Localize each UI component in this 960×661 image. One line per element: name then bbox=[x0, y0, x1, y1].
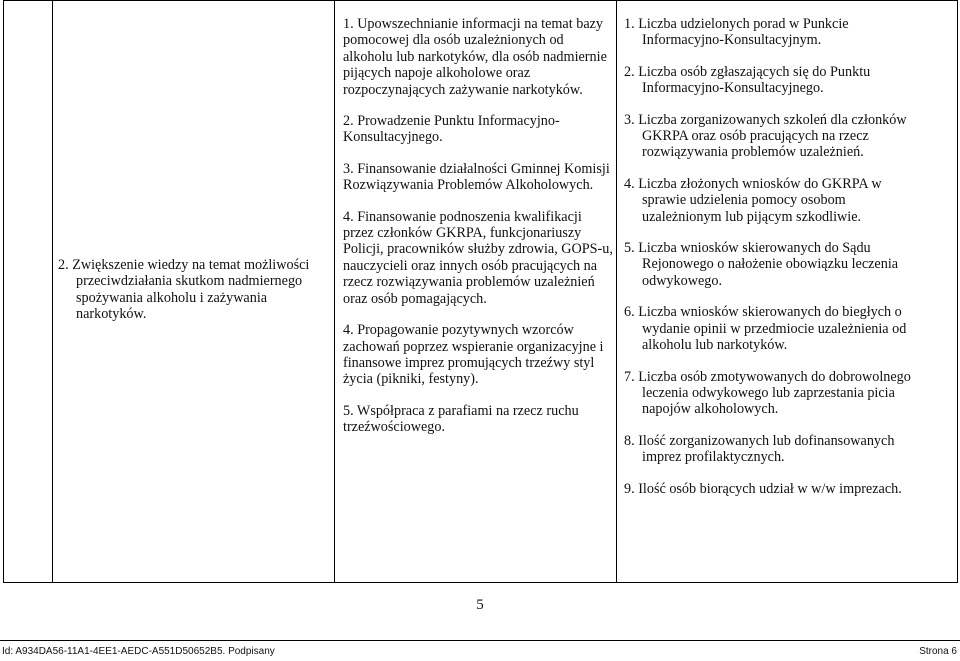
document-footer bbox=[0, 640, 960, 661]
task-item: 5. Współpraca z parafiami na rzecz ruchu trzeźwościowego. bbox=[343, 402, 579, 436]
task-item: 3. Finansowanie działalności Gminnej Komisji Rozwiązywania Problemów Alkoholowych. bbox=[343, 160, 610, 194]
indicator-item: 1. Liczba udzielonych porad w Punkcie Informacyjno-Konsultacyjnym. bbox=[624, 16, 849, 49]
indicator-item: 9. Ilość osób biorących udział w w/w imprezach. bbox=[624, 480, 902, 497]
page-number: 5 bbox=[476, 597, 484, 613]
indicator-item: 8. Ilość zorganizowanych lub dofinansowanych imprez profilaktycznych. bbox=[624, 432, 895, 466]
indicators-cell bbox=[624, 16, 924, 512]
indicator-item: 2. Liczba osób zgłaszających się do Punktu Informacyjno-Konsultacyjnego. bbox=[624, 63, 871, 97]
indicator-item: 6. Liczba wniosków skierowanych do biegłych o wydanie opinii w przedmiocie uzależnienia od alkoholu lub narkotyków. bbox=[624, 304, 907, 354]
page-indicator: Strona 6 bbox=[919, 646, 957, 657]
tasks-cell bbox=[343, 16, 613, 451]
document-id: Id: A934DA56-11A1-4EE1-AEDC-A551D50652B5. Podpisany bbox=[2, 646, 275, 657]
column-divider bbox=[334, 1, 335, 582]
indicator-item: 7. Liczba osób zmotywowanych do dobrowolnego leczenia odwykowego lub zaprzestania picia napojów alkoholowych. bbox=[624, 368, 911, 418]
task-item: 2. Prowadzenie Punktu Informacyjno-Konsultacyjnego. bbox=[343, 113, 560, 146]
column-divider bbox=[616, 1, 617, 582]
task-item: 1. Upowszechnianie informacji na temat bazy pomocowej dla osób uzależnionych od alkoholu lub narkotyków, dla osób nadmiernie pijących napoje alkoholowe oraz rozpoczynających zażywanie narkotyków. bbox=[343, 16, 607, 98]
task-item: 4. Propagowanie pozytywnych wzorców zachowań poprzez wspieranie organizacyjne i finansowe imprez promujących trzeźwy styl życia (pikniki, festyny). bbox=[343, 322, 604, 388]
indicator-item: 4. Liczba złożonych wniosków do GKRPA w sprawie udzielenia pomocy osobom uzależnionym lub pijącym szkodliwie. bbox=[624, 175, 882, 225]
indicator-item: 3. Liczba zorganizowanych szkoleń dla członków GKRPA oraz osób pracujących na rzecz rozwiązywania problemów uzależnień. bbox=[624, 111, 907, 161]
column-divider bbox=[52, 1, 53, 582]
indicator-item: 5. Liczba wniosków skierowanych do Sądu Rejonowego o nałożenie obowiązku leczenia odwykowego. bbox=[624, 240, 899, 289]
goal-text: 2. Zwiększenie wiedzy na temat możliwości przeciwdziałania skutkom nadmiernego spożywania alkoholu i zażywania narkotyków. bbox=[58, 257, 310, 323]
task-item: 4. Finansowanie podnoszenia kwalifikacji przez członków GKRPA, funkcjonariuszy Policji, pracowników służby zdrowia, GOPS-u, nauczycieli oraz innych osób pracujących na rzecz rozwiązywania problemów uzależnień oraz osób pomagających. bbox=[343, 208, 613, 307]
goal-cell bbox=[58, 257, 313, 338]
